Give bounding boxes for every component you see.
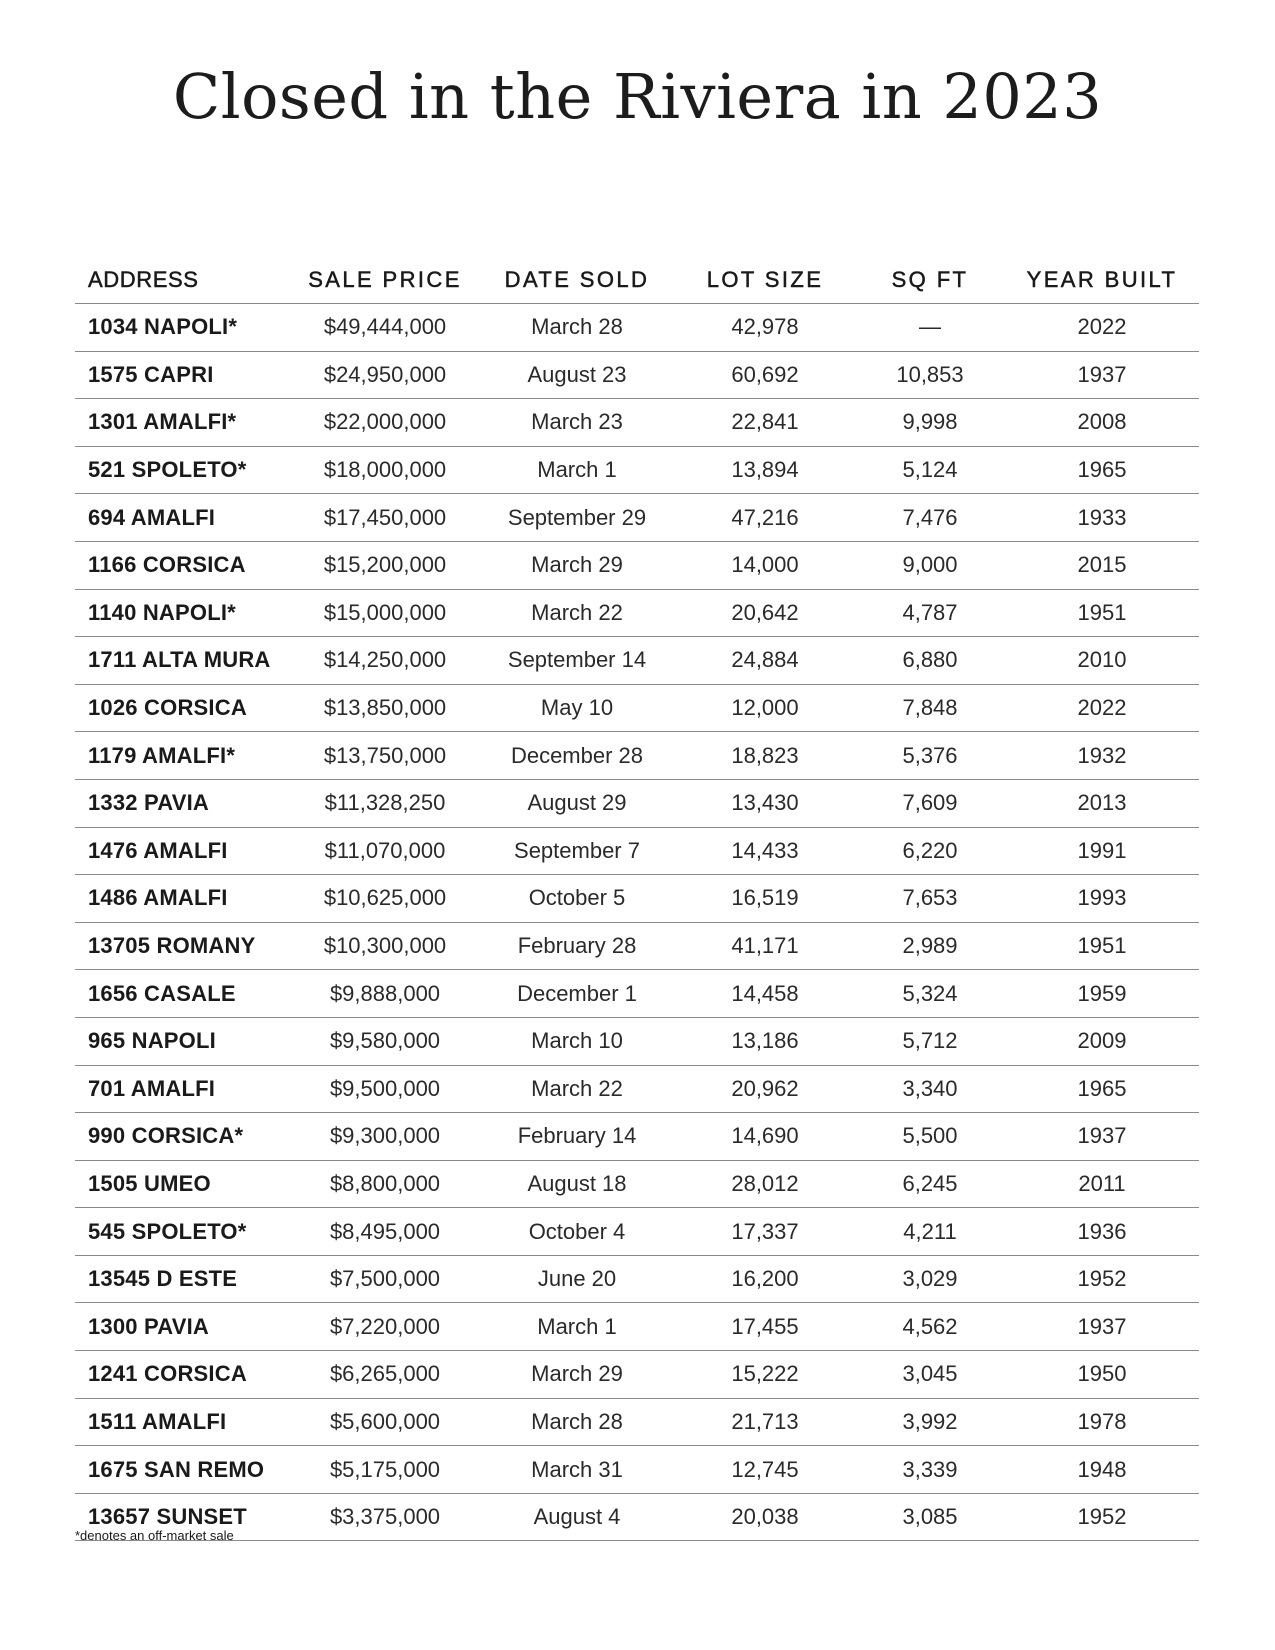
- cell-date-sold: October 5: [479, 875, 675, 923]
- cell-year-built: 2011: [1005, 1160, 1199, 1208]
- table-row: [75, 541, 1199, 589]
- table-row: [75, 922, 1199, 970]
- table-row: [75, 1065, 1199, 1113]
- cell-sale-price: $18,000,000: [291, 446, 479, 494]
- cell-sq-ft: 4,787: [855, 589, 1005, 637]
- table-row: [75, 684, 1199, 732]
- cell-address: 1476 AMALFI: [75, 827, 291, 875]
- table-row: [75, 1017, 1199, 1065]
- table-row: [75, 1303, 1199, 1351]
- cell-lot-size: 15,222: [675, 1351, 855, 1399]
- cell-sq-ft: 10,853: [855, 351, 1005, 399]
- cell-address: 1675 SAN REMO: [75, 1446, 291, 1494]
- cell-address: 545 SPOLETO*: [75, 1208, 291, 1256]
- table-row: [75, 1493, 1199, 1541]
- cell-lot-size: 14,000: [675, 541, 855, 589]
- table-row: [75, 351, 1199, 399]
- cell-address: 1166 CORSICA: [75, 541, 291, 589]
- cell-sale-price: $5,175,000: [291, 1446, 479, 1494]
- cell-date-sold: August 18: [479, 1160, 675, 1208]
- header-date-sold: DATE SOLD: [479, 256, 675, 304]
- header-sq-ft: SQ FT: [855, 256, 1005, 304]
- cell-sale-price: $24,950,000: [291, 351, 479, 399]
- table-row: [75, 446, 1199, 494]
- table-row: [75, 779, 1199, 827]
- cell-sale-price: $13,750,000: [291, 732, 479, 780]
- cell-date-sold: December 28: [479, 732, 675, 780]
- cell-sq-ft: 5,324: [855, 970, 1005, 1018]
- cell-sale-price: $8,495,000: [291, 1208, 479, 1256]
- cell-sq-ft: 9,998: [855, 399, 1005, 447]
- cell-sale-price: $7,220,000: [291, 1303, 479, 1351]
- cell-lot-size: 12,000: [675, 684, 855, 732]
- cell-address: 1140 NAPOLI*: [75, 589, 291, 637]
- cell-address: 1711 ALTA MURA: [75, 637, 291, 685]
- cell-year-built: 2013: [1005, 779, 1199, 827]
- cell-date-sold: October 4: [479, 1208, 675, 1256]
- cell-sale-price: $7,500,000: [291, 1255, 479, 1303]
- cell-sale-price: $13,850,000: [291, 684, 479, 732]
- cell-date-sold: March 1: [479, 446, 675, 494]
- cell-address: 1241 CORSICA: [75, 1351, 291, 1399]
- cell-sq-ft: 7,476: [855, 494, 1005, 542]
- table-row: [75, 970, 1199, 1018]
- cell-sq-ft: 4,211: [855, 1208, 1005, 1256]
- table-body: [75, 304, 1199, 1541]
- cell-year-built: 2015: [1005, 541, 1199, 589]
- cell-date-sold: March 1: [479, 1303, 675, 1351]
- cell-date-sold: March 29: [479, 541, 675, 589]
- table-row: [75, 1446, 1199, 1494]
- cell-year-built: 1951: [1005, 589, 1199, 637]
- cell-date-sold: March 28: [479, 304, 675, 352]
- sales-table-container: [75, 256, 1199, 1541]
- header-lot-size: LOT SIZE: [675, 256, 855, 304]
- cell-lot-size: 22,841: [675, 399, 855, 447]
- table-row: [75, 304, 1199, 352]
- cell-lot-size: 21,713: [675, 1398, 855, 1446]
- cell-sale-price: $11,328,250: [291, 779, 479, 827]
- cell-address: 1034 NAPOLI*: [75, 304, 291, 352]
- cell-sale-price: $14,250,000: [291, 637, 479, 685]
- cell-sq-ft: 3,029: [855, 1255, 1005, 1303]
- cell-year-built: 2009: [1005, 1017, 1199, 1065]
- cell-sq-ft: 2,989: [855, 922, 1005, 970]
- sales-table: [75, 256, 1199, 1541]
- cell-address: 965 NAPOLI: [75, 1017, 291, 1065]
- cell-lot-size: 14,433: [675, 827, 855, 875]
- cell-sq-ft: 7,609: [855, 779, 1005, 827]
- cell-sq-ft: 3,085: [855, 1493, 1005, 1541]
- table-row: [75, 875, 1199, 923]
- cell-address: 13705 ROMANY: [75, 922, 291, 970]
- cell-year-built: 2022: [1005, 684, 1199, 732]
- cell-date-sold: February 28: [479, 922, 675, 970]
- cell-lot-size: 16,519: [675, 875, 855, 923]
- cell-date-sold: September 7: [479, 827, 675, 875]
- header-sale-price: SALE PRICE: [291, 256, 479, 304]
- cell-year-built: 2008: [1005, 399, 1199, 447]
- cell-date-sold: September 29: [479, 494, 675, 542]
- header-year-built: YEAR BUILT: [1005, 256, 1199, 304]
- cell-sq-ft: 5,712: [855, 1017, 1005, 1065]
- cell-sale-price: $3,375,000: [291, 1493, 479, 1541]
- cell-year-built: 1952: [1005, 1493, 1199, 1541]
- cell-lot-size: 60,692: [675, 351, 855, 399]
- cell-year-built: 1937: [1005, 351, 1199, 399]
- cell-date-sold: March 28: [479, 1398, 675, 1446]
- cell-date-sold: March 22: [479, 589, 675, 637]
- cell-address: 1179 AMALFI*: [75, 732, 291, 780]
- cell-lot-size: 20,642: [675, 589, 855, 637]
- cell-sq-ft: 7,653: [855, 875, 1005, 923]
- cell-year-built: 1965: [1005, 446, 1199, 494]
- cell-sale-price: $10,300,000: [291, 922, 479, 970]
- cell-address: 1026 CORSICA: [75, 684, 291, 732]
- cell-sale-price: $15,000,000: [291, 589, 479, 637]
- cell-sale-price: $10,625,000: [291, 875, 479, 923]
- cell-sq-ft: 6,245: [855, 1160, 1005, 1208]
- table-row: [75, 494, 1199, 542]
- page-title: Closed in the Riviera in 2023: [172, 60, 1103, 133]
- footnote: *denotes an off-market sale: [75, 1528, 234, 1543]
- cell-lot-size: 13,186: [675, 1017, 855, 1065]
- cell-year-built: 2010: [1005, 637, 1199, 685]
- cell-sale-price: $17,450,000: [291, 494, 479, 542]
- cell-address: 1332 PAVIA: [75, 779, 291, 827]
- table-row: [75, 399, 1199, 447]
- cell-sq-ft: —: [855, 304, 1005, 352]
- cell-date-sold: August 29: [479, 779, 675, 827]
- cell-lot-size: 42,978: [675, 304, 855, 352]
- cell-year-built: 1991: [1005, 827, 1199, 875]
- cell-year-built: 1950: [1005, 1351, 1199, 1399]
- cell-sale-price: $9,580,000: [291, 1017, 479, 1065]
- cell-address: 1511 AMALFI: [75, 1398, 291, 1446]
- cell-lot-size: 20,962: [675, 1065, 855, 1113]
- cell-date-sold: December 1: [479, 970, 675, 1018]
- cell-lot-size: 13,430: [675, 779, 855, 827]
- cell-address: 13545 D ESTE: [75, 1255, 291, 1303]
- table-header: [75, 256, 1199, 304]
- table-row: [75, 827, 1199, 875]
- table-row: [75, 1160, 1199, 1208]
- cell-lot-size: 18,823: [675, 732, 855, 780]
- cell-lot-size: 12,745: [675, 1446, 855, 1494]
- cell-date-sold: August 4: [479, 1493, 675, 1541]
- table-row: [75, 1398, 1199, 1446]
- cell-lot-size: 14,458: [675, 970, 855, 1018]
- cell-year-built: 1936: [1005, 1208, 1199, 1256]
- cell-lot-size: 13,894: [675, 446, 855, 494]
- cell-sale-price: $22,000,000: [291, 399, 479, 447]
- cell-date-sold: September 14: [479, 637, 675, 685]
- table-row: [75, 637, 1199, 685]
- cell-lot-size: 14,690: [675, 1113, 855, 1161]
- cell-sq-ft: 5,124: [855, 446, 1005, 494]
- cell-address: 1575 CAPRI: [75, 351, 291, 399]
- cell-address: 1486 AMALFI: [75, 875, 291, 923]
- cell-sq-ft: 6,880: [855, 637, 1005, 685]
- cell-sale-price: $15,200,000: [291, 541, 479, 589]
- cell-sq-ft: 7,848: [855, 684, 1005, 732]
- cell-year-built: 2022: [1005, 304, 1199, 352]
- cell-sq-ft: 3,045: [855, 1351, 1005, 1399]
- cell-sale-price: $9,300,000: [291, 1113, 479, 1161]
- cell-year-built: 1959: [1005, 970, 1199, 1018]
- cell-address: 990 CORSICA*: [75, 1113, 291, 1161]
- cell-year-built: 1937: [1005, 1303, 1199, 1351]
- cell-address: 701 AMALFI: [75, 1065, 291, 1113]
- cell-date-sold: February 14: [479, 1113, 675, 1161]
- cell-lot-size: 47,216: [675, 494, 855, 542]
- cell-date-sold: May 10: [479, 684, 675, 732]
- cell-lot-size: 28,012: [675, 1160, 855, 1208]
- cell-sq-ft: 5,376: [855, 732, 1005, 780]
- table-row: [75, 1255, 1199, 1303]
- cell-lot-size: 17,337: [675, 1208, 855, 1256]
- cell-sale-price: $9,500,000: [291, 1065, 479, 1113]
- cell-sq-ft: 9,000: [855, 541, 1005, 589]
- cell-year-built: 1933: [1005, 494, 1199, 542]
- cell-lot-size: 41,171: [675, 922, 855, 970]
- cell-lot-size: 17,455: [675, 1303, 855, 1351]
- cell-address: 521 SPOLETO*: [75, 446, 291, 494]
- cell-sale-price: $5,600,000: [291, 1398, 479, 1446]
- cell-lot-size: 24,884: [675, 637, 855, 685]
- cell-sq-ft: 3,340: [855, 1065, 1005, 1113]
- cell-address: 1505 UMEO: [75, 1160, 291, 1208]
- table-row: [75, 732, 1199, 780]
- table-row: [75, 1208, 1199, 1256]
- cell-date-sold: March 10: [479, 1017, 675, 1065]
- header-row: [75, 256, 1199, 304]
- cell-sq-ft: 6,220: [855, 827, 1005, 875]
- cell-year-built: 1932: [1005, 732, 1199, 780]
- cell-sale-price: $49,444,000: [291, 304, 479, 352]
- cell-sale-price: $11,070,000: [291, 827, 479, 875]
- cell-lot-size: 20,038: [675, 1493, 855, 1541]
- cell-sq-ft: 3,992: [855, 1398, 1005, 1446]
- cell-year-built: 1948: [1005, 1446, 1199, 1494]
- cell-lot-size: 16,200: [675, 1255, 855, 1303]
- cell-year-built: 1937: [1005, 1113, 1199, 1161]
- cell-sale-price: $9,888,000: [291, 970, 479, 1018]
- cell-sq-ft: 4,562: [855, 1303, 1005, 1351]
- cell-address: 1656 CASALE: [75, 970, 291, 1018]
- cell-date-sold: March 31: [479, 1446, 675, 1494]
- cell-address: 694 AMALFI: [75, 494, 291, 542]
- cell-sale-price: $8,800,000: [291, 1160, 479, 1208]
- cell-date-sold: March 22: [479, 1065, 675, 1113]
- cell-address: 13657 SUNSET: [75, 1493, 291, 1541]
- cell-year-built: 1965: [1005, 1065, 1199, 1113]
- table-row: [75, 1113, 1199, 1161]
- table-row: [75, 589, 1199, 637]
- table-row: [75, 1351, 1199, 1399]
- cell-sq-ft: 3,339: [855, 1446, 1005, 1494]
- cell-year-built: 1993: [1005, 875, 1199, 923]
- cell-date-sold: March 29: [479, 1351, 675, 1399]
- cell-address: 1301 AMALFI*: [75, 399, 291, 447]
- cell-date-sold: August 23: [479, 351, 675, 399]
- cell-year-built: 1951: [1005, 922, 1199, 970]
- cell-sq-ft: 5,500: [855, 1113, 1005, 1161]
- cell-sale-price: $6,265,000: [291, 1351, 479, 1399]
- cell-year-built: 1978: [1005, 1398, 1199, 1446]
- header-address: ADDRESS: [75, 256, 291, 304]
- cell-date-sold: March 23: [479, 399, 675, 447]
- cell-address: 1300 PAVIA: [75, 1303, 291, 1351]
- cell-year-built: 1952: [1005, 1255, 1199, 1303]
- cell-date-sold: June 20: [479, 1255, 675, 1303]
